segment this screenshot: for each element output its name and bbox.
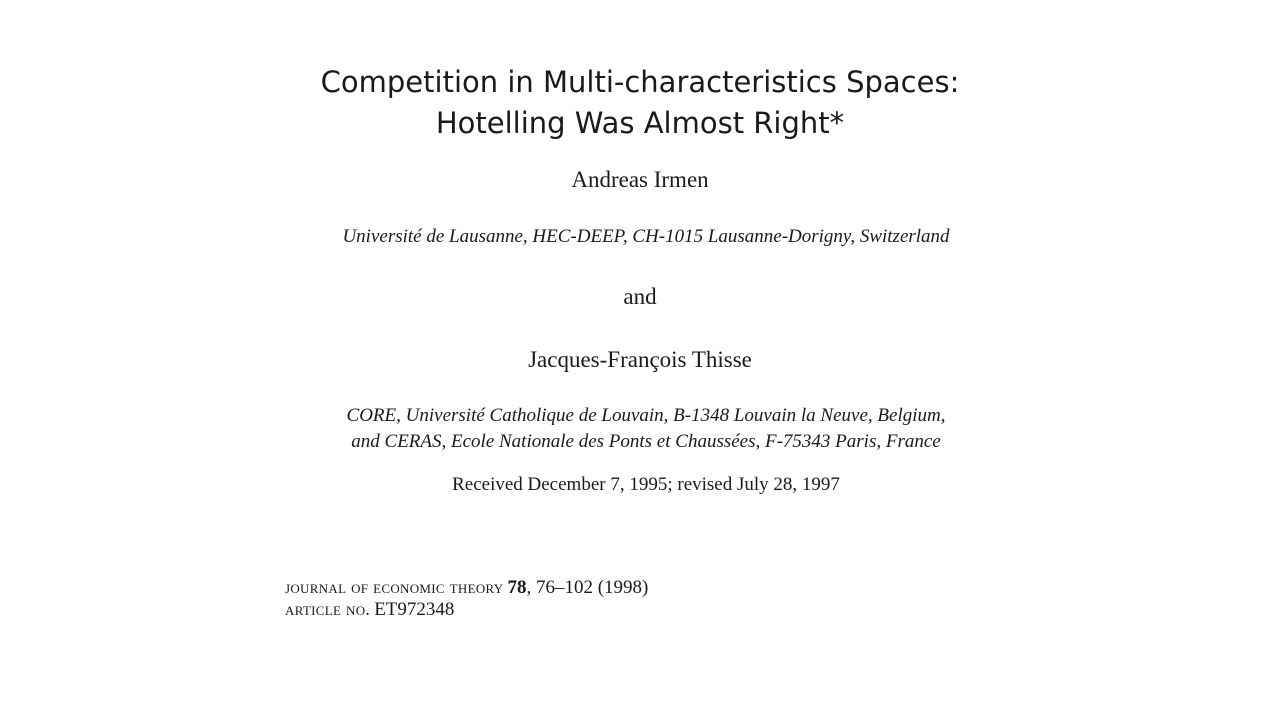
title-line-2: Hotelling Was Almost Right*: [435, 106, 845, 140]
affiliation-2-line-1: CORE, Université Catholique de Louvain, B-1348 Louvain la Neuve, Belgium,: [346, 405, 946, 426]
journal-line: [285, 577, 648, 599]
title-line-1: Competition in Multi-characteristics Spaces:: [320, 65, 960, 99]
article-line: [285, 599, 648, 621]
article-id: ET972348: [374, 599, 455, 620]
journal-name: journal of economic theory: [285, 577, 504, 597]
affiliation-1-line: Université de Lausanne, HEC-DEEP, CH-1015 Lausanne-Dorigny, Switzerland: [342, 226, 950, 247]
conjunction-and: and: [623, 284, 657, 309]
article-label: article no.: [285, 599, 371, 619]
journal-citation: [285, 577, 648, 621]
paper-title: [0, 62, 1280, 144]
received-dates: Received December 7, 1995; revised July 28, 1997: [452, 474, 840, 495]
affiliation-2: [0, 403, 1280, 455]
author-1: Andreas Irmen: [571, 167, 709, 192]
affiliation-2-line-2: and CERAS, Ecole Nationale des Ponts et Chaussées, F-75343 Paris, France: [351, 431, 941, 452]
affiliation-1: [0, 224, 1280, 250]
author-2: Jacques-François Thisse: [528, 347, 752, 372]
journal-volume: 78: [507, 577, 527, 598]
journal-pages: , 76–102 (1998): [526, 577, 649, 598]
